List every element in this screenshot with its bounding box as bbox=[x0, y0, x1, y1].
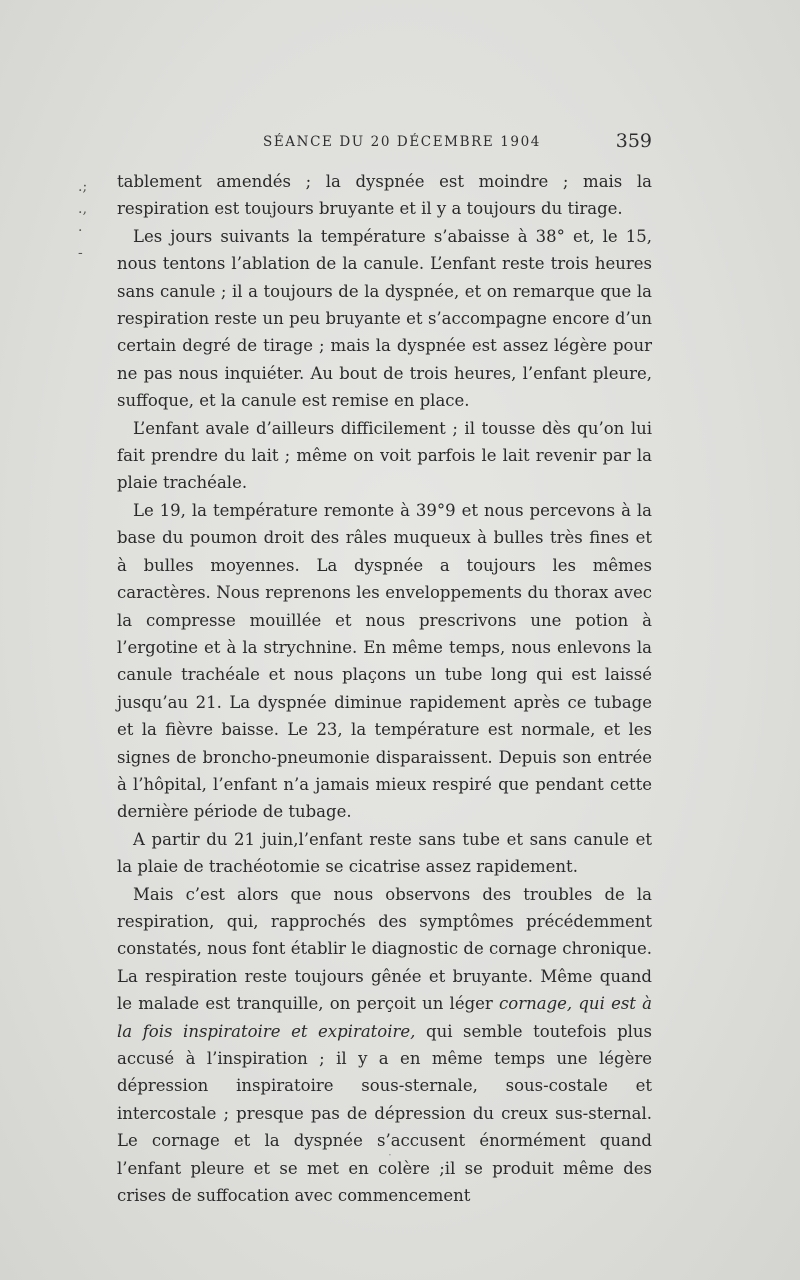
running-head: SÉANCE DU 20 DÉCEMBRE 1904 bbox=[263, 134, 541, 150]
paragraph: Le 19, la température remonte à 39°9 et nous percevons à la base du poumon droit des râles muqueux à bulles très fines et à bulles moyennes. La dyspnée a toujours les mêmes caractères. Nous reprenons les enveloppements du thorax avec la compresse mouillée et nous prescrivons une potion à l’ergotine et à la strychnine. En même temps, nous enlevons la canule trachéale et nous plaçons un tube long qui est laissé jusqu’au 21. La dyspnée diminue rapidement après ce tubage et la fièvre baisse. Le 23, la température est normale, et les signes de broncho-pneumonie disparaissent. Depuis son entrée à l’hôpital, l’enfant n’a jamais mieux respiré que pendant cette dernière période de tubage. bbox=[117, 500, 652, 822]
body-text bbox=[117, 168, 652, 1209]
page-header bbox=[118, 130, 652, 160]
paragraph: Les jours suivants la température s’abaisse à 38° et, le 15, nous tentons l’ablation de la canule. L’enfant reste trois heures sans canule ; il a toujours de la dyspnée, et on remarque que la respiration reste un peu bruyante et s’accompagne encore d’un certain degré de tirage ; mais la dyspnée est assez légère pour ne pas nous inquiéter. Au bout de trois heures, l’enfant pleure, suffoque, et la canule est remise en place. bbox=[117, 226, 652, 411]
paragraph bbox=[117, 881, 652, 1210]
paragraph: A partir du 21 juin,l’enfant reste sans tube et sans canule et la plaie de trachéotomie se cicatrise assez rapidement. bbox=[117, 829, 652, 877]
paragraph-text: qui semble toutefois plus accusé à l’inspiration ; il y a en même temps une légère dépression inspiratoire sous-sternale, sous-costale et intercostale ; presque pas de dépression du creux sus-sternal. Le cornage et la dyspnée s’accusent énormément quand l’enfant pleure et se met en colère ;il se produit même des crises de suffocation avec commencement bbox=[117, 1021, 652, 1206]
paragraph: L’enfant avale d’ailleurs difficilement ; il tousse dès qu’on lui fait prendre du lait ; même on voit parfois le lait revenir par la plaie trachéale. bbox=[117, 418, 652, 493]
scan-speck: · bbox=[388, 1148, 392, 1162]
italic-phrase: cornage, qui est à la fois inspiratoire et expiratoire, bbox=[117, 994, 652, 1041]
paragraph: tablement amendés ; la dyspnée est moindre ; mais la respiration est toujours bruyante et il y a toujours du tirage. bbox=[117, 172, 652, 219]
margin-marks: .; .‚ · - bbox=[78, 179, 88, 261]
page-number: 359 bbox=[615, 130, 652, 152]
paragraph-text: Mais c’est alors que nous observons des troubles de la respiration, qui, rapprochés des symptômes précédemment constatés, nous font établir le diagnostic de cornage chronique. La respiration reste toujours gênée et bruyante. Même quand le malade est tranquille, on perçoit un léger bbox=[117, 884, 652, 1014]
